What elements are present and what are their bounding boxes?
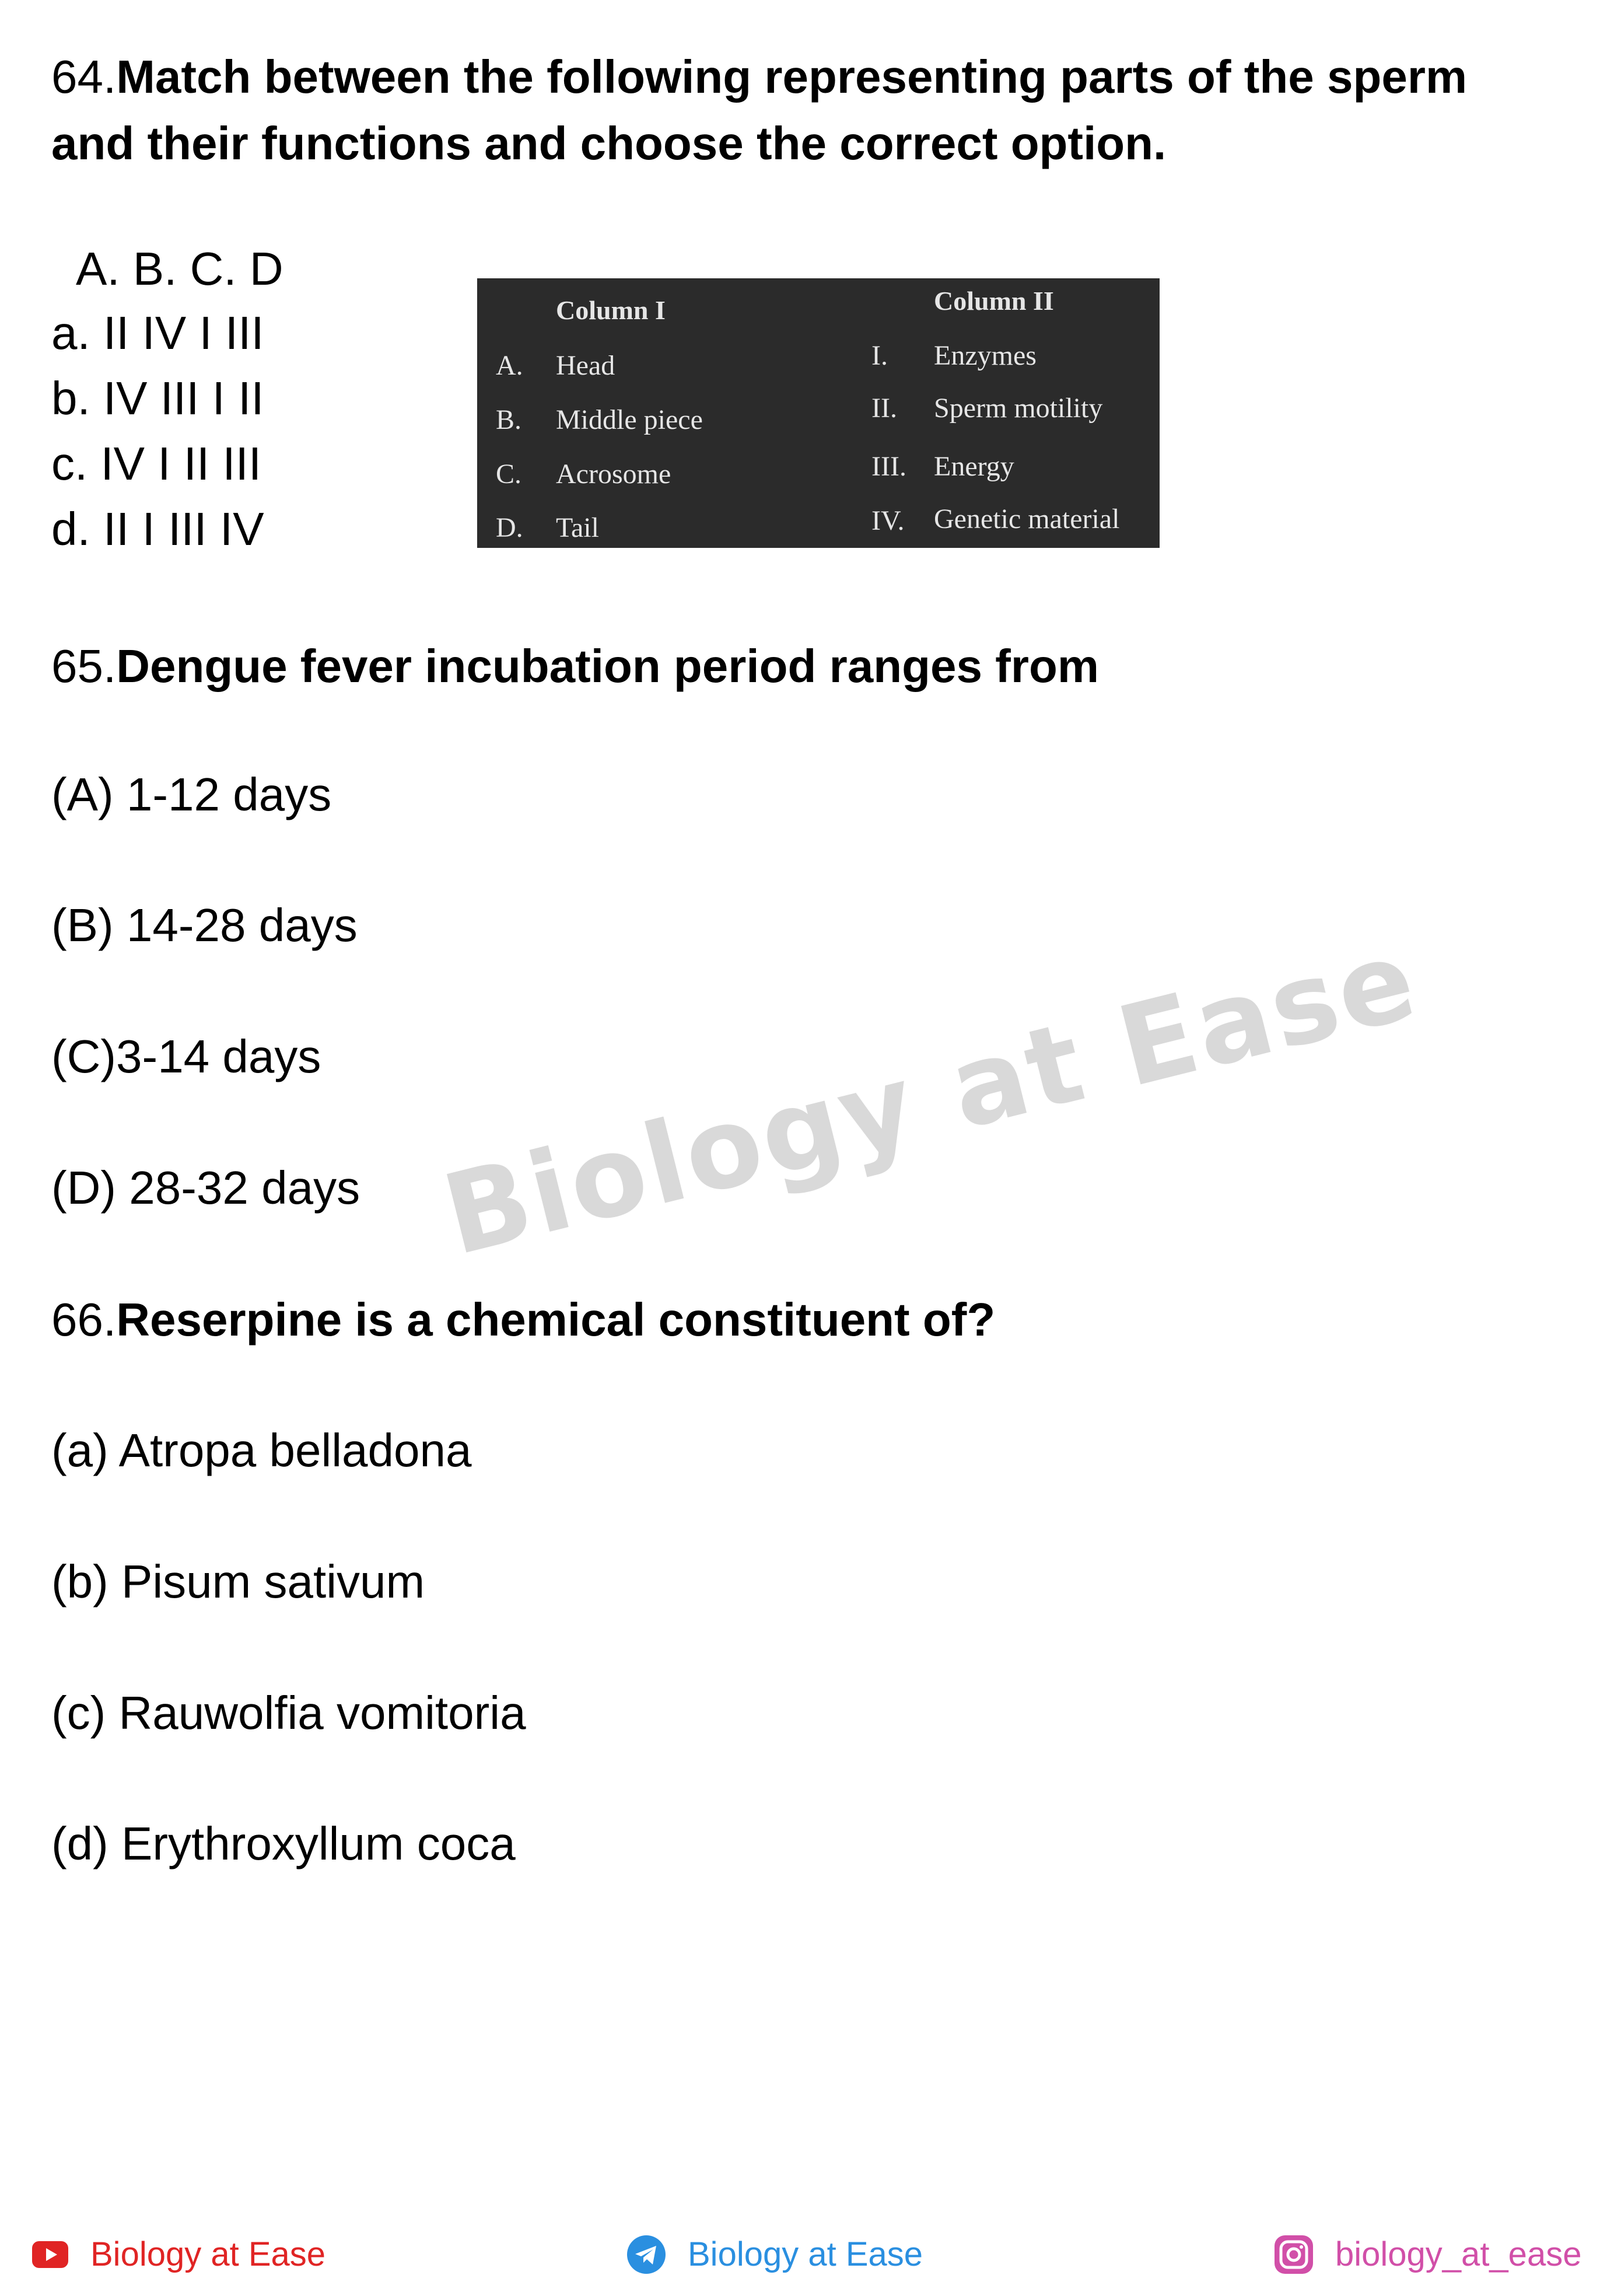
row-letter-d: D. [496, 512, 523, 543]
question-number: 64. [51, 51, 117, 103]
question-text: Dengue fever incubation period ranges from [116, 640, 1099, 692]
row-text-head: Head [556, 350, 615, 381]
row-numeral-ii: II. [871, 393, 897, 424]
question-text-line2: and their functions and choose the correct option. [51, 117, 1167, 169]
option-b: (b) Pisum sativum [51, 1556, 425, 1607]
row-text-middle-piece: Middle piece [556, 404, 703, 435]
answer-option-a: a. II IV I III [51, 307, 264, 359]
row-text-genetic-material: Genetic material [934, 504, 1120, 534]
option-c: (C)3-14 days [51, 1030, 321, 1082]
option-d: (d) Erythroxyllum coca [51, 1818, 516, 1869]
option-d: (D) 28-32 days [51, 1162, 360, 1214]
row-letter-a: A. [496, 350, 523, 381]
row-numeral-iii: III. [871, 451, 906, 482]
youtube-label: Biology at Ease [90, 2235, 326, 2273]
telegram-label: Biology at Ease [688, 2235, 923, 2273]
question-text-line1: Match between the following representing parts of the sperm [116, 51, 1468, 103]
question-number: 66. [51, 1294, 117, 1346]
row-numeral-iv: IV. [871, 505, 905, 536]
question-text: Reserpine is a chemical constituent of? [116, 1294, 996, 1346]
answer-header: A. B. C. D [76, 243, 283, 295]
answer-option-d: d. II I III IV [51, 503, 264, 555]
row-letter-b: B. [496, 404, 522, 435]
row-text-enzymes: Enzymes [934, 340, 1037, 371]
question-65 [51, 633, 1099, 700]
row-letter-c: C. [496, 459, 522, 490]
question-64 [51, 44, 1568, 177]
footer-instagram[interactable] [1275, 2235, 1581, 2274]
option-a: (a) Atropa belladona [51, 1424, 472, 1476]
question-number: 65. [51, 640, 117, 692]
column-2-header: Column II [934, 286, 1054, 316]
watermark: Biology at Ease [432, 914, 1430, 1281]
question-66 [51, 1287, 995, 1353]
footer-telegram[interactable] [627, 2235, 923, 2274]
option-c: (c) Rauwolfia vomitoria [51, 1687, 526, 1739]
row-numeral-i: I. [871, 340, 888, 371]
youtube-icon [32, 2241, 68, 2268]
answer-option-c: c. IV I II III [51, 438, 262, 490]
answer-option-b: b. IV III I II [51, 372, 264, 424]
match-table [477, 278, 1160, 548]
footer-youtube[interactable] [32, 2235, 325, 2274]
instagram-label: biology_at_ease [1335, 2235, 1582, 2273]
instagram-icon [1275, 2235, 1313, 2274]
column-1-header: Column I [556, 295, 666, 325]
row-text-tail: Tail [556, 512, 599, 543]
option-a: (A) 1-12 days [51, 768, 332, 820]
option-b: (B) 14-28 days [51, 899, 358, 951]
row-text-energy: Energy [934, 451, 1014, 482]
telegram-icon [627, 2235, 666, 2274]
row-text-sperm-motility: Sperm motility [934, 393, 1103, 424]
row-text-acrosome: Acrosome [556, 459, 671, 490]
